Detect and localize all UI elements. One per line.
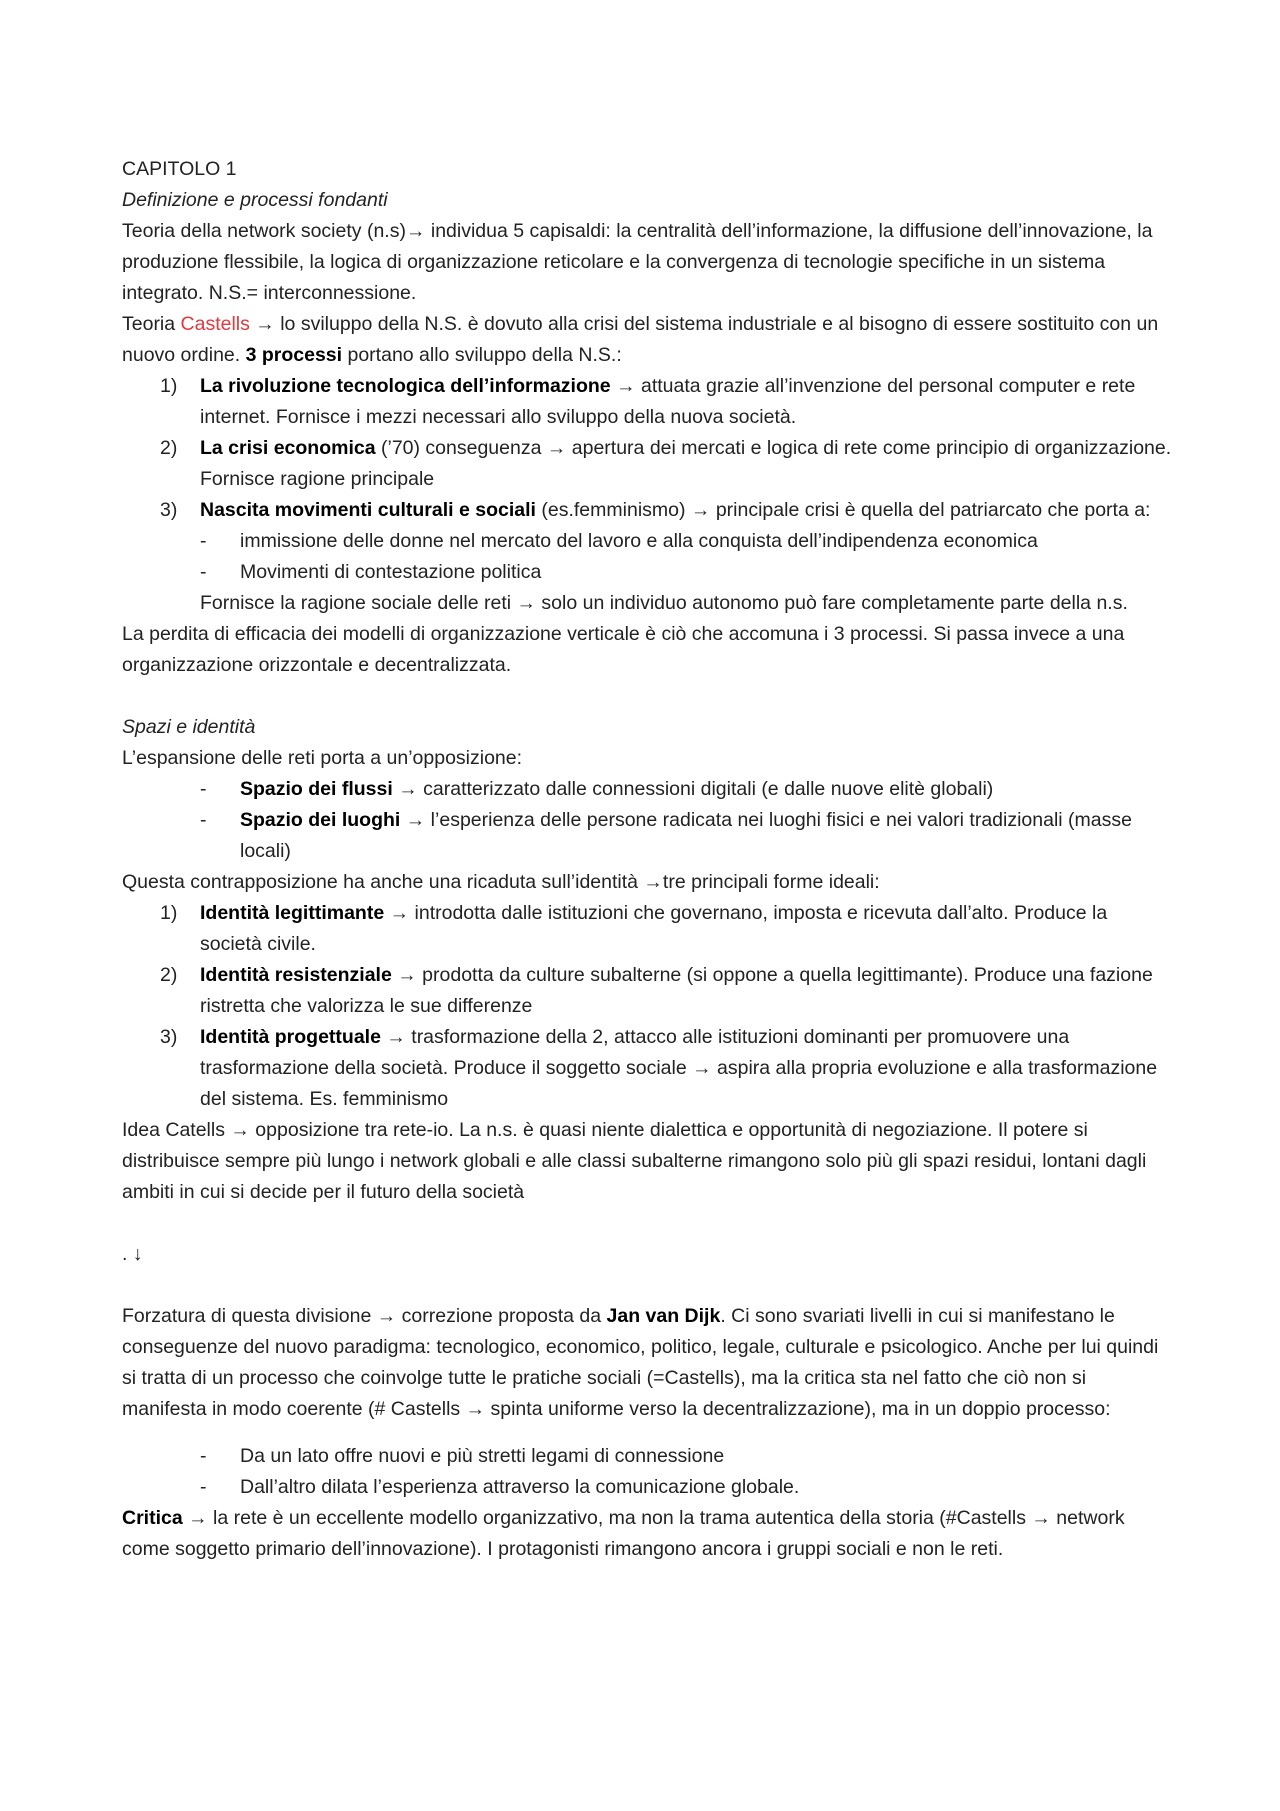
- paragraph: Forzatura di questa divisione → correzione proposta da Jan van Dijk. Ci sono svariati livelli in cui si manifestano le conseguenze del nuovo paradigma: tecnologico, economico, politico, legale, culturale e psicologico. Anche per lui quindi si tratta di un processo che coinvolge tutte le pratiche sociali (=Castells), ma la critica sta nel fatto che ciò non si manifesta in modo coerente (# Castells → spinta uniforme verso la decentralizzazione), ma in un doppio processo:: [122, 1305, 1159, 1420]
- document-body: [122, 154, 1172, 1565]
- dash-list-item: - Spazio dei flussi → caratterizzato dalle connessioni digitali (e dalle nuove elitè globali): [200, 778, 994, 800]
- spacer: [122, 1270, 1172, 1301]
- paragraph: L’espansione delle reti porta a un’opposizione:: [122, 747, 523, 769]
- castells-name: Castells: [180, 313, 250, 335]
- paragraph: La perdita di efficacia dei modelli di organizzazione verticale è ciò che accomuna i 3 processi. Si passa invece a una organizzazione orizzontale e decentralizzata.: [122, 623, 1125, 676]
- dash-list-item: - Movimenti di contestazione politica: [200, 561, 542, 583]
- paragraph: Critica → la rete è un eccellente modello organizzativo, ma non la trama autentica della storia (#Castells → network come soggetto primario dell’innovazione). I protagonisti rimangono ancora i gruppi sociali e non le reti.: [122, 1507, 1125, 1560]
- dash-list-item: - immissione delle donne nel mercato del lavoro e alla conquista dell’indipendenza economica: [200, 530, 1038, 552]
- dash-list-item: - Dall’altro dilata l’esperienza attraverso la comunicazione globale.: [200, 1476, 800, 1498]
- paragraph: Questa contrapposizione ha anche una ricaduta sull’identità →tre principali forme ideali:: [122, 871, 880, 893]
- chapter-heading: CAPITOLO 1: [122, 158, 237, 180]
- spacer: [122, 1208, 1172, 1239]
- spacer: [122, 1425, 1172, 1441]
- section-subtitle: Spazi e identità: [122, 716, 256, 738]
- numbered-list-item: 2) La crisi economica (’70) conseguenza → apertura dei mercati e logica di rete come principio di organizzazione. Fornisce ragione principale: [160, 437, 1172, 490]
- paragraph: Fornisce la ragione sociale delle reti → solo un individuo autonomo può fare completamente parte della n.s.: [200, 592, 1128, 614]
- dash-list-item: - Spazio dei luoghi → l’esperienza delle persone radicata nei luoghi fisici e nei valori tradizionali (masse locali): [200, 809, 1132, 862]
- down-arrow-icon: . ↓: [122, 1243, 143, 1265]
- numbered-list-item: 1) La rivoluzione tecnologica dell’informazione → attuata grazie all’invenzione del personal computer e rete internet. Fornisce i mezzi necessari allo sviluppo della nuova società.: [160, 375, 1136, 428]
- spacer: [122, 681, 1172, 712]
- paragraph: Idea Catells → opposizione tra rete-io. La n.s. è quasi niente dialettica e opportunità di negoziazione. Il potere si distribuisce sempre più lungo i network globali e alle classi subalterne rimangono solo più gli spazi residui, lontani dagli ambiti in cui si decide per il futuro della società: [122, 1119, 1147, 1203]
- paragraph: Teoria della network society (n.s)→ individua 5 capisaldi: la centralità dell’informazione, la diffusione dell’innovazione, la produzione flessibile, la logica di organizzazione reticolare e la convergenza di tecnologie specifiche in un sistema integrato. N.S.= interconnessione.: [122, 220, 1153, 304]
- numbered-list-item: 2) Identità resistenziale → prodotta da culture subalterne (si oppone a quella legittimante). Produce una fazione ristretta che valorizza le sue differenze: [160, 964, 1153, 1017]
- numbered-list-item: 3) Identità progettuale → trasformazione della 2, attacco alle istituzioni dominanti per promuovere una trasformazione della società. Produce il soggetto sociale → aspira alla propria evoluzione e alla trasformazione del sistema. Es. femminismo: [160, 1026, 1158, 1110]
- author-name: Jan van Dijk: [606, 1305, 721, 1327]
- paragraph: Teoria Castells → lo sviluppo della N.S. è dovuto alla crisi del sistema industriale e al bisogno di essere sostituito con un nuovo ordine. 3 processi portano allo sviluppo della N.S.:: [122, 313, 1159, 366]
- dash-list-item: - Da un lato offre nuovi e più stretti legami di connessione: [200, 1445, 725, 1467]
- numbered-list-item: 3) Nascita movimenti culturali e sociali (es.femminismo) → principale crisi è quella del patriarcato che porta a:: [160, 499, 1151, 521]
- section-subtitle: Definizione e processi fondanti: [122, 189, 388, 211]
- numbered-list-item: 1) Identità legittimante → introdotta dalle istituzioni che governano, imposta e ricevuta dall’alto. Produce la società civile.: [160, 902, 1108, 955]
